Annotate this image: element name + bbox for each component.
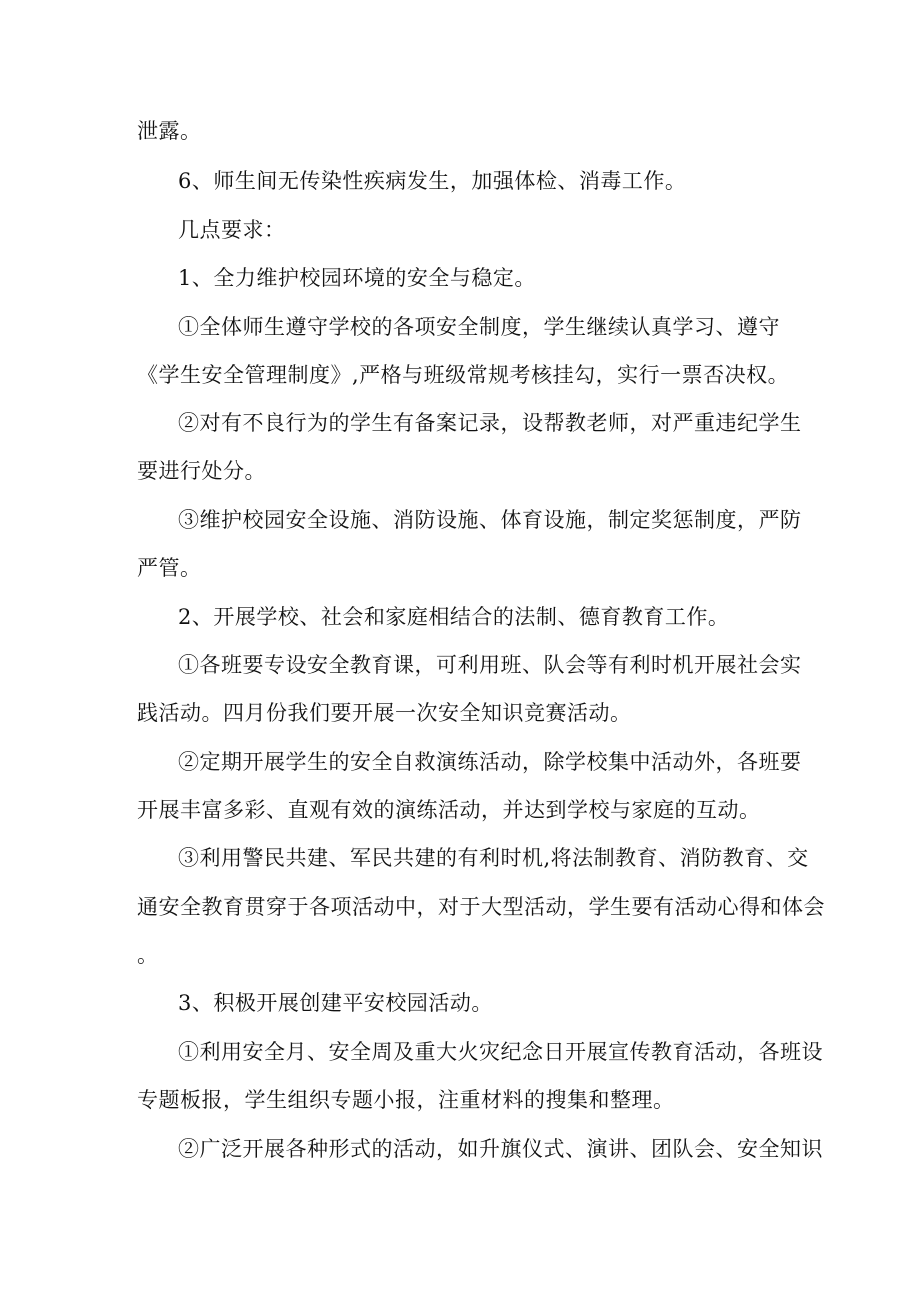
text-line: 《学生安全管理制度》,严格与班级常规考核挂勾，实行一票否决权。	[137, 363, 790, 387]
text-line: ①利用安全月、安全周及重大火灾纪念日开展宣传教育活动，各班设	[178, 1040, 823, 1064]
text-line: ③维护校园安全设施、消防设施、体育设施，制定奖惩制度，严防	[178, 508, 802, 532]
text-line: 通安全教育贯穿于各项活动中，对于大型活动，学生要有活动心得和体会	[137, 895, 825, 919]
text-line: 1、全力维护校园环境的安全与稳定。	[178, 266, 536, 290]
text-line: 6、师生间无传染性疾病发生，加强体检、消毒工作。	[178, 169, 687, 193]
text-line: 2、开展学校、社会和家庭相结合的法制、德育教育工作。	[178, 605, 730, 629]
text-line: 践活动。四月份我们要开展一次安全知识竞赛活动。	[137, 701, 632, 725]
text-line: 要进行处分。	[137, 459, 266, 483]
text-line: ②广泛开展各种形式的活动，如升旗仪式、演讲、团队会、安全知识	[178, 1137, 823, 1161]
text-line: ①全体师生遵守学校的各项安全制度，学生继续认真学习、遵守	[178, 315, 780, 339]
text-line: 泄露。	[137, 119, 202, 143]
text-line: 开展丰富多彩、直观有效的演练活动，并达到学校与家庭的互动。	[137, 798, 761, 822]
text-line: ①各班要专设安全教育课，可利用班、队会等有利时机开展社会实	[178, 653, 802, 677]
text-line: 严管。	[137, 556, 202, 580]
text-line: ②定期开展学生的安全自救演练活动，除学校集中活动外，各班要	[178, 750, 802, 774]
text-line: 3、积极开展创建平安校园活动。	[178, 991, 493, 1015]
text-line: 几点要求：	[178, 218, 286, 242]
text-line: 。	[137, 943, 159, 967]
text-line: ③利用警民共建、军民共建的有利时机,将法制教育、消防教育、交	[178, 846, 809, 870]
text-line: ②对有不良行为的学生有备案记录，设帮教老师，对严重违纪学生	[178, 411, 802, 435]
text-line: 专题板报，学生组织专题小报，注重材料的搜集和整理。	[137, 1088, 675, 1112]
